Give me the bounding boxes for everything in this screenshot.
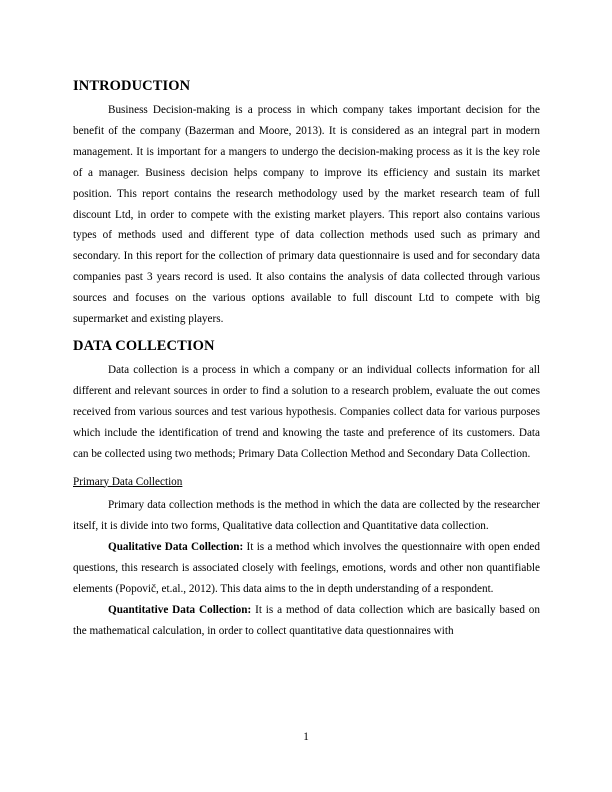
quantitative-text: It is a method of data collection which are basically based on the mathematical calculation, in order to collect quantitative data questionnaires with xyxy=(73,603,540,637)
qualitative-text: It is a method which involves the questionnaire with open ended questions, this research is associated closely with feelings, emotions, words and other non quantifiable elements (Popovič, et.al., 2012). This data aims to the in depth understanding of a respondent. xyxy=(73,541,540,596)
qualitative-label: Qualitative Data Collection: xyxy=(108,541,244,554)
data-collection-paragraph: Data collection is a process in which a company or an individual collects information for all different and relevant sources in order to find a solution to a research problem, evaluate the out comes received from various sources and test various hypothesis. Companies collect data for various purposes which include the identification of trend and knowing the taste and preference of its customers. Data can be collected using two methods; Primary Data Collection Method and Secondary Data Collection. xyxy=(73,363,540,460)
primary-data-collection-subheading xyxy=(73,472,540,493)
page-content xyxy=(73,76,540,642)
quantitative-label: Quantitative Data Collection: xyxy=(108,603,252,616)
data-collection-heading: DATA COLLECTION xyxy=(73,337,215,354)
primary-data-collection-paragraph: Primary data collection methods is the method in which the data are collected by the researcher itself, it is divide into two forms, Qualitative data collection and Quantitative data collection. xyxy=(73,499,540,533)
qualitative-paragraph xyxy=(73,537,540,600)
quantitative-paragraph xyxy=(73,600,540,642)
introduction-heading: INTRODUCTION xyxy=(73,78,191,94)
page-number: 1 xyxy=(303,731,309,743)
primary-data-collection-subheading-text: Primary Data Collection xyxy=(73,475,183,488)
introduction-paragraph: Business Decision-making is a process in which company takes important decision for the benefit of the company (Bazerman and Moore, 2013). It is considered as an integral part in modern management. It is important for a mangers to undergo the decision-making process as it is the key role of a manager. Business decision helps company to improve its efficiency and sustain its market position. This report contains the research methodology used by the market research team of full discount Ltd, in order to compete with the existing market players. This report also contains various types of methods used and different type of data collection methods used such as primary and secondary. In this report for the collection of primary data questionnaire is used and for secondary data companies past 3 years record is used. It also contains the analysis of data collected through various sources and focuses on the various options available to full discount Ltd to compete with big supermarket and existing players. xyxy=(73,104,540,326)
